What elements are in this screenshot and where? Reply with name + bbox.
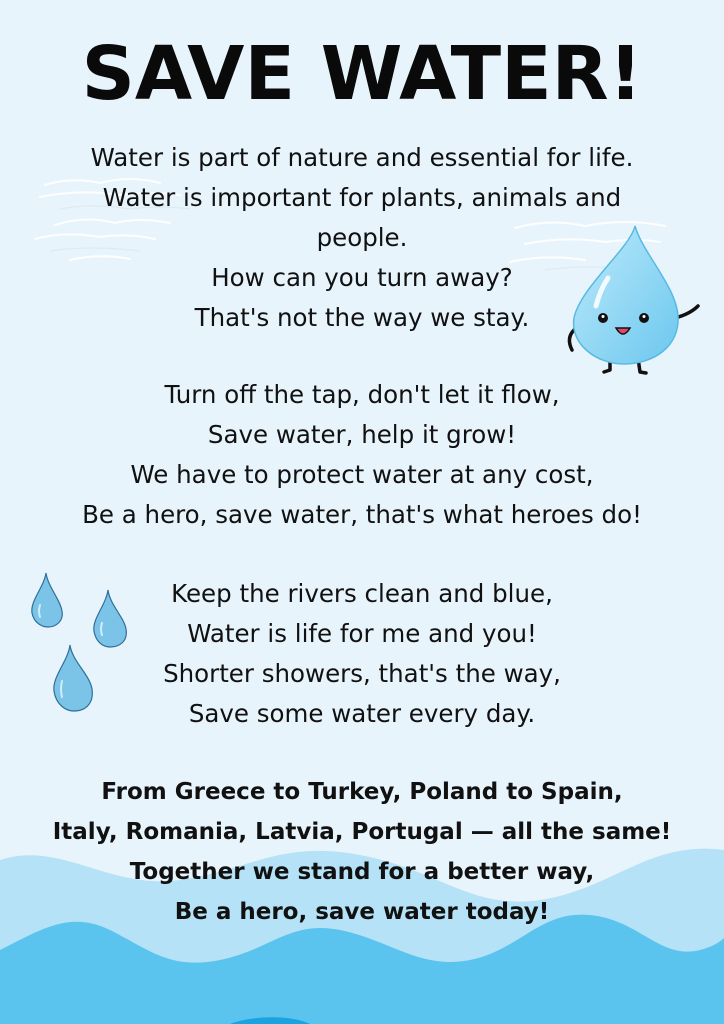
- stanza-line: We have to protect water at any cost,: [130, 460, 594, 489]
- stanza-3: [0, 574, 724, 734]
- stanza-line: From Greece to Turkey, Poland to Spain,: [101, 779, 623, 805]
- water-drop-character-icon: [560, 218, 710, 383]
- stanza-line: Water is important for plants, animals and: [102, 183, 622, 212]
- stanza-line: That's not the way we stay.: [194, 303, 530, 332]
- stanza-line: Be a hero, save water today!: [174, 899, 550, 925]
- stanza-line: Turn off the tap, don't let it flow,: [164, 380, 560, 409]
- stanza-4: [0, 772, 724, 932]
- stanza-line: Save water, help it grow!: [207, 420, 517, 449]
- stanza-line: Water is part of nature and essential for life.: [90, 143, 634, 172]
- stanza-line: Together we stand for a better way,: [129, 859, 595, 885]
- stanza-line: people.: [316, 223, 408, 252]
- stanza-line: Keep the rivers clean and blue,: [171, 579, 553, 608]
- stanza-line: Italy, Romania, Latvia, Portugal — all the same!: [52, 819, 672, 845]
- stanza-line: Save some water every day.: [188, 699, 536, 728]
- stanza-line: Be a hero, save water, that's what heroes do!: [82, 500, 642, 529]
- stanza-line: How can you turn away?: [211, 263, 513, 292]
- page-title: SAVE WATER!: [81, 31, 643, 117]
- stanza-line: Shorter showers, that's the way,: [163, 659, 561, 688]
- stanza-line: Water is life for me and you!: [187, 619, 537, 648]
- stanza-2: [0, 375, 724, 535]
